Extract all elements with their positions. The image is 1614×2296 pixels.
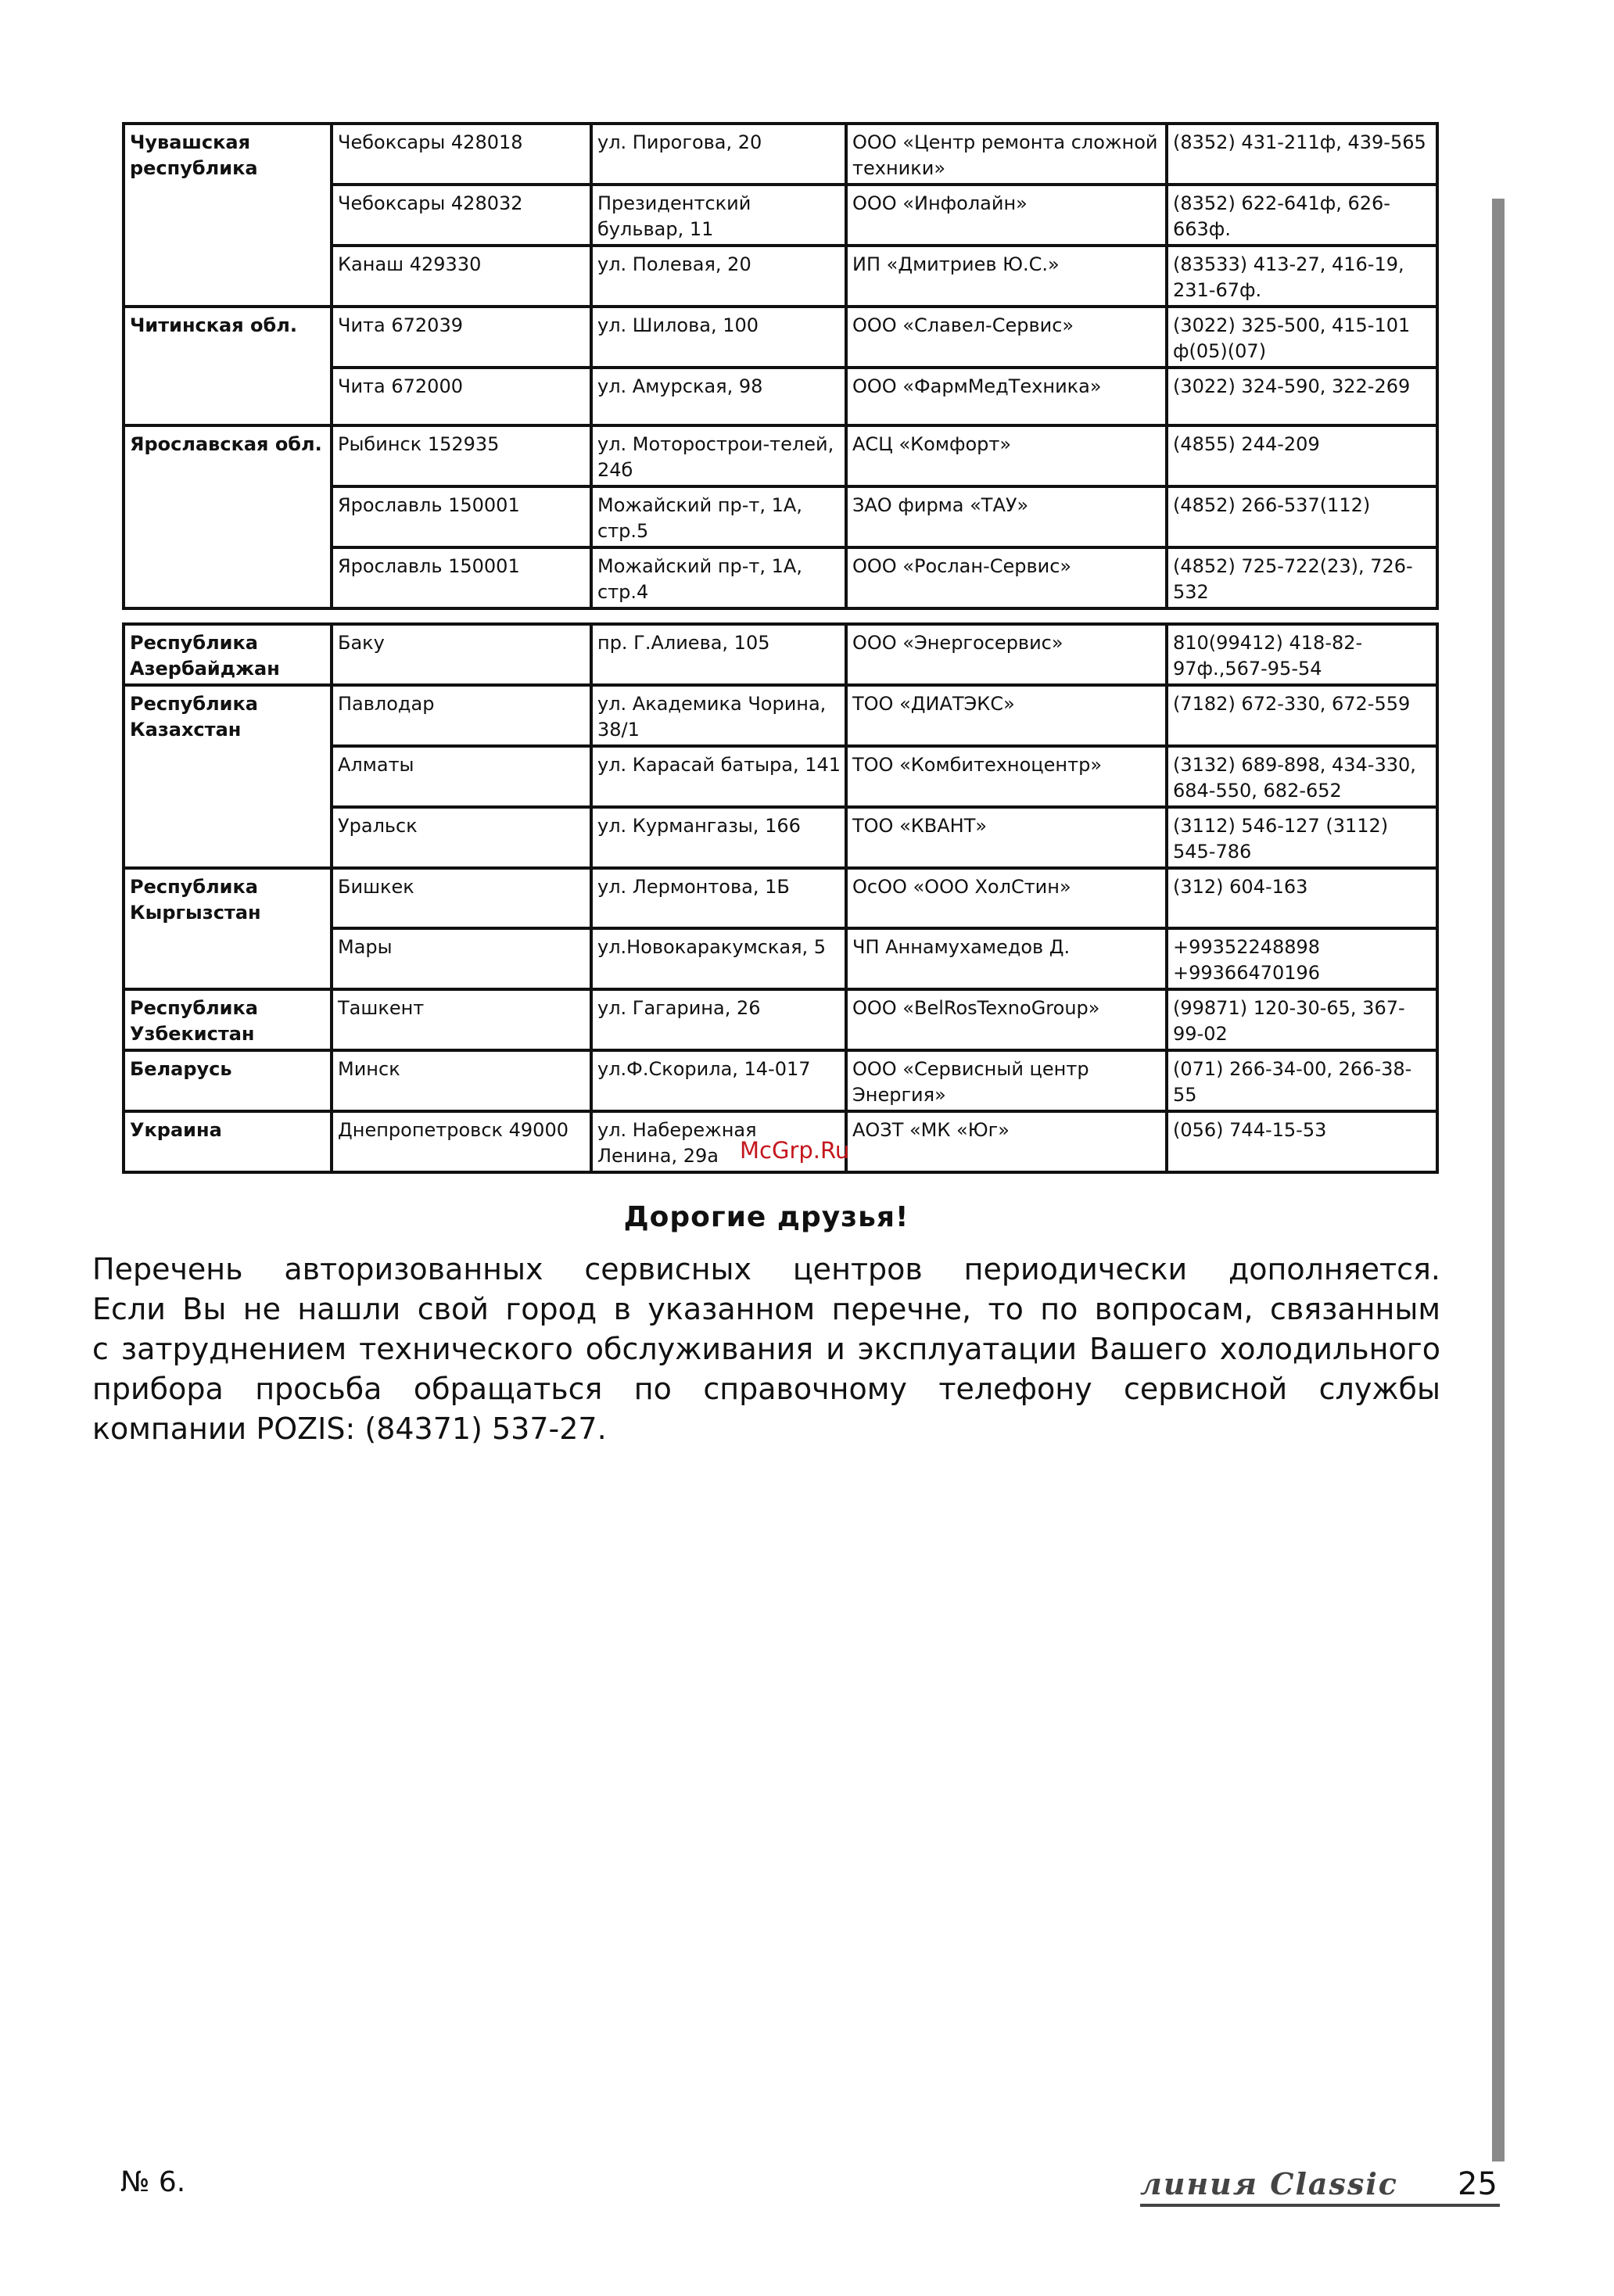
- company-cell: ООО «BelRosTexnoGroup»: [846, 989, 1167, 1050]
- footer-brand-underline: [1140, 2204, 1500, 2207]
- city-cell: Алматы: [332, 746, 591, 807]
- city-cell: Ташкент: [332, 989, 591, 1050]
- phone-cell: (3022) 325-500, 415-101 ф(05)(07): [1167, 307, 1437, 368]
- company-cell: ИП «Дмитриев Ю.С.»: [846, 246, 1167, 307]
- address-cell: ул.Новокаракумская, 5: [591, 928, 846, 989]
- company-cell: ООО «ФармМедТехника»: [846, 368, 1167, 425]
- city-cell: Бишкек: [332, 868, 591, 928]
- phone-cell: (83533) 413-27, 416-19, 231-67ф.: [1167, 246, 1437, 307]
- address-cell: ул. Моторострои-телей, 24б: [591, 425, 846, 486]
- city-cell: Ярославль 150001: [332, 547, 591, 608]
- address-cell: ул. Амурская, 98: [591, 368, 846, 425]
- region-cell: Республика Казахстан: [124, 685, 332, 868]
- address-cell: ул. Гагарина, 26: [591, 989, 846, 1050]
- page-number: 25: [1458, 2166, 1497, 2202]
- company-cell: АОЗТ «МК «Юг»: [846, 1111, 1167, 1172]
- paragraph-line: Перечень авторизованных сервисных центров периодически дополняется.: [92, 1252, 1440, 1286]
- phone-cell: (4852) 266-537(112): [1167, 486, 1437, 547]
- company-cell: ЗАО фирма «ТАУ»: [846, 486, 1167, 547]
- address-cell: ул.Ф.Скорила, 14-017: [591, 1050, 846, 1111]
- address-cell: ул. Курмангазы, 166: [591, 807, 846, 868]
- city-cell: Минск: [332, 1050, 591, 1111]
- phone-cell: (7182) 672-330, 672-559: [1167, 685, 1437, 746]
- phone-cell: (8352) 622-641ф, 626-663ф.: [1167, 185, 1437, 246]
- table-row: [124, 307, 1437, 368]
- city-cell: Чебоксары 428018: [332, 124, 591, 185]
- address-cell: ул. Шилова, 100: [591, 307, 846, 368]
- phone-cell: 810(99412) 418-82-97ф.,567-95-54: [1167, 624, 1437, 685]
- address-cell: Можайский пр-т, 1А, стр.5: [591, 486, 846, 547]
- company-cell: ООО «Славел-Сервис»: [846, 307, 1167, 368]
- address-cell: ул. Набережная Ленина, 29а: [591, 1111, 846, 1172]
- table-row: [124, 624, 1437, 685]
- phone-cell: (3132) 689-898, 434-330, 684-550, 682-652: [1167, 746, 1437, 807]
- paragraph-line: Если Вы не нашли свой город в указанном перечне, то по вопросам, связанным: [92, 1292, 1440, 1326]
- company-cell: ТОО «Комбитехноцентр»: [846, 746, 1167, 807]
- phone-cell: (312) 604-163: [1167, 868, 1437, 928]
- table-row: [124, 868, 1437, 928]
- paragraph-line: прибора просьба обращаться по справочному телефону сервисной службы: [92, 1372, 1440, 1406]
- table-row: [124, 124, 1437, 185]
- table-row: [124, 685, 1437, 746]
- phone-cell: (071) 266-34-00, 266-38-55: [1167, 1050, 1437, 1111]
- phone-cell: (056) 744-15-53: [1167, 1111, 1437, 1172]
- service-centers-table-1: [122, 122, 1439, 610]
- company-cell: ООО «Сервисный центр Энергия»: [846, 1050, 1167, 1111]
- region-cell: Украина: [124, 1111, 332, 1172]
- region-cell: Ярославская обл.: [124, 425, 332, 608]
- city-cell: Ярославль 150001: [332, 486, 591, 547]
- region-cell: Чувашская республика: [124, 124, 332, 307]
- city-cell: Мары: [332, 928, 591, 989]
- paragraph-line: компании POZIS: (84371) 537-27.: [92, 1412, 607, 1446]
- address-cell: ул. Академика Чорина, 38/1: [591, 685, 846, 746]
- address-cell: ул. Пирогова, 20: [591, 124, 846, 185]
- city-cell: Баку: [332, 624, 591, 685]
- watermark-text: McGrp.Ru: [740, 1137, 850, 1164]
- region-cell: Республика Азербайджан: [124, 624, 332, 685]
- phone-cell: (3112) 546-127 (3112) 545-786: [1167, 807, 1437, 868]
- phone-cell: (8352) 431-211ф, 439-565: [1167, 124, 1437, 185]
- city-cell: Чита 672000: [332, 368, 591, 425]
- address-cell: ул. Лермонтова, 1Б: [591, 868, 846, 928]
- phone-cell: (4852) 725-722(23), 726-532: [1167, 547, 1437, 608]
- address-cell: пр. Г.Алиева, 105: [591, 624, 846, 685]
- address-cell: ул. Полевая, 20: [591, 246, 846, 307]
- region-cell: Республика Кыргызстан: [124, 868, 332, 989]
- paragraph-line: с затруднением технического обслуживания и эксплуатации Вашего холодильного: [92, 1332, 1440, 1366]
- region-cell: Республика Узбекистан: [124, 989, 332, 1050]
- company-cell: АСЦ «Комфорт»: [846, 425, 1167, 486]
- city-cell: Днепропетровск 49000: [332, 1111, 591, 1172]
- company-cell: ООО «Энергосервис»: [846, 624, 1167, 685]
- company-cell: ООО «Рослан-Сервис»: [846, 547, 1167, 608]
- section-heading: Дорогие друзья!: [623, 1201, 909, 1233]
- address-cell: ул. Карасай батыра, 141: [591, 746, 846, 807]
- footer-brand: линия Classic: [1140, 2166, 1398, 2201]
- address-cell: Президентский бульвар, 11: [591, 185, 846, 246]
- phone-cell: (4855) 244-209: [1167, 425, 1437, 486]
- table-row: [124, 425, 1437, 486]
- table-row: [124, 1050, 1437, 1111]
- company-cell: ОсОО «ООО ХолСтин»: [846, 868, 1167, 928]
- service-centers-table-2: [122, 622, 1439, 1174]
- info-paragraph: [92, 1250, 1440, 1449]
- region-cell: Читинская обл.: [124, 307, 332, 425]
- page-edge-bar: [1492, 199, 1505, 2161]
- city-cell: Рыбинск 152935: [332, 425, 591, 486]
- company-cell: ООО «Инфолайн»: [846, 185, 1167, 246]
- phone-cell: +99352248898 +99366470196: [1167, 928, 1437, 989]
- table-row: [124, 989, 1437, 1050]
- phone-cell: (99871) 120-30-65, 367-99-02: [1167, 989, 1437, 1050]
- city-cell: Чебоксары 428032: [332, 185, 591, 246]
- phone-cell: (3022) 324-590, 322-269: [1167, 368, 1437, 425]
- company-cell: ТОО «ДИАТЭКС»: [846, 685, 1167, 746]
- footer-issue-number: № 6.: [120, 2166, 186, 2198]
- city-cell: Чита 672039: [332, 307, 591, 368]
- region-cell: Беларусь: [124, 1050, 332, 1111]
- city-cell: Павлодар: [332, 685, 591, 746]
- company-cell: ЧП Аннамухамедов Д.: [846, 928, 1167, 989]
- company-cell: ТОО «КВАНТ»: [846, 807, 1167, 868]
- city-cell: Уральск: [332, 807, 591, 868]
- city-cell: Канаш 429330: [332, 246, 591, 307]
- company-cell: ООО «Центр ремонта сложной техники»: [846, 124, 1167, 185]
- address-cell: Можайский пр-т, 1А, стр.4: [591, 547, 846, 608]
